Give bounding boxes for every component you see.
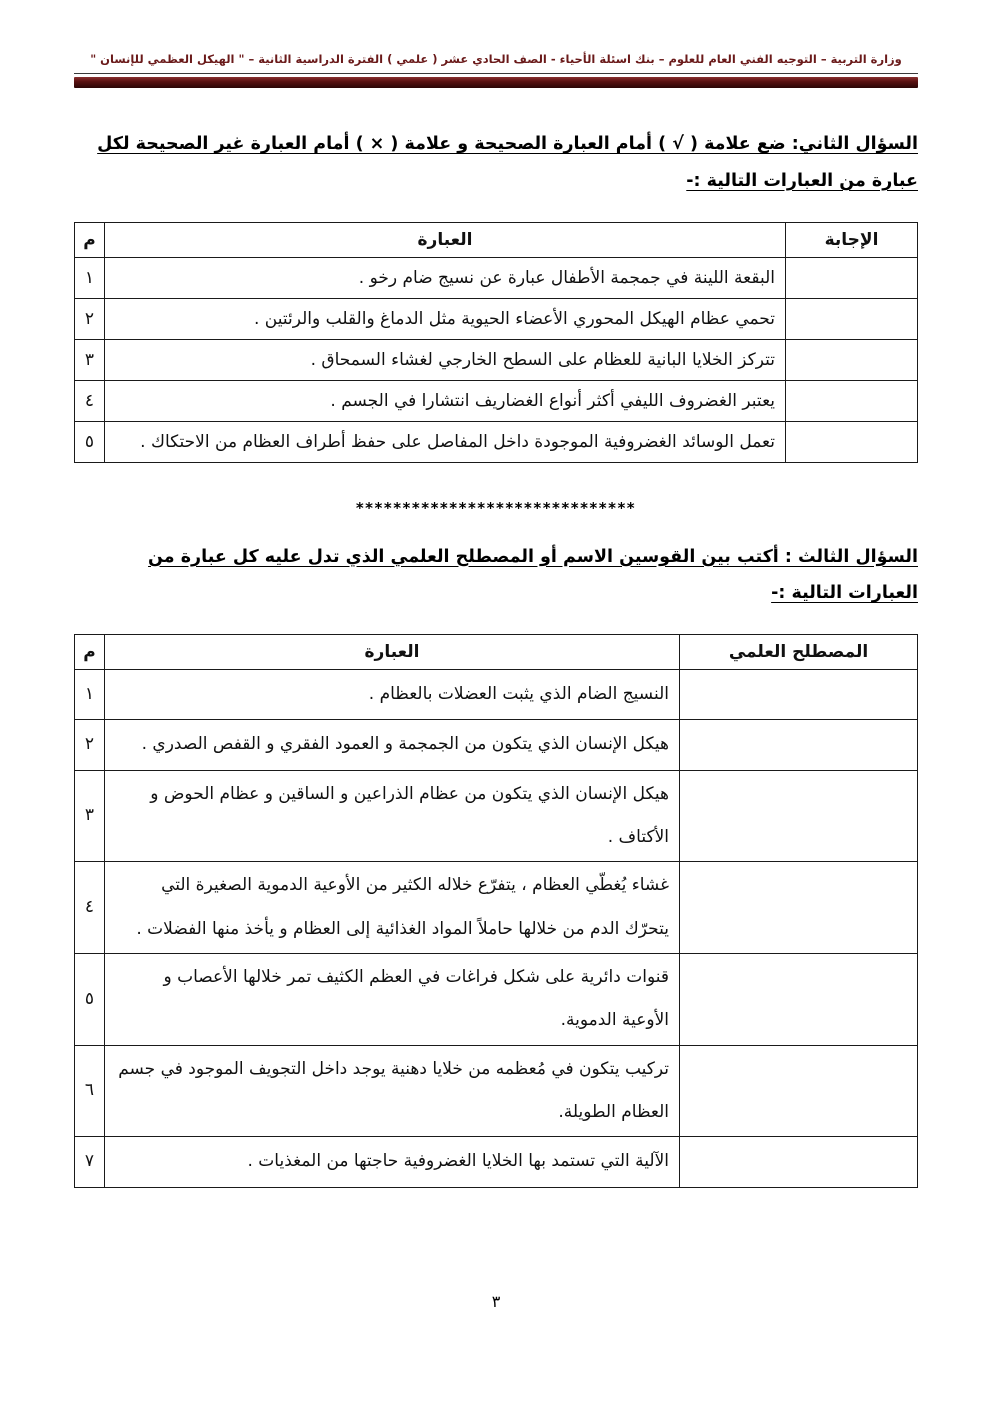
- table-row: [75, 380, 918, 421]
- table-row: [75, 720, 918, 770]
- answer-cell: [786, 257, 918, 298]
- question2-title: السؤال الثاني: ضع علامة ( √ ) أمام العبارة الصحيحة و علامة ( × ) أمام العبارة غير الصحيحة لكل عبارة من العبارات التالية :-: [97, 134, 918, 191]
- table-row: [75, 421, 918, 462]
- statement-cell: هيكل الإنسان الذي يتكون من عظام الذراعين و الساقين و عظام الحوض و الأكتاف .: [105, 770, 680, 862]
- table-row: [75, 257, 918, 298]
- true-false-table: [74, 222, 918, 463]
- document-header: وزارة التربية – التوجيه الفني العام للعلوم – بنك اسئلة الأحياء - الصف الحادي عشر ( علمي ) الفترة الدراسية الثانية – " الهيكل العظمي للإنسان ": [74, 52, 918, 74]
- number-column-header: م: [75, 222, 105, 257]
- statement-cell: تعمل الوسائد الغضروفية الموجودة داخل المفاصل على حفظ أطراف العظام من الاحتكاك .: [105, 421, 786, 462]
- term-cell: [680, 1137, 918, 1187]
- statement-column-header: العبارة: [105, 222, 786, 257]
- row-number: ٥: [75, 421, 105, 462]
- statement-cell: تحمي عظام الهيكل المحوري الأعضاء الحيوية مثل الدماغ والقلب والرئتين .: [105, 298, 786, 339]
- term-cell: [680, 720, 918, 770]
- section-separator-stars: ******************************: [355, 498, 637, 517]
- row-number: ٥: [75, 954, 105, 1046]
- answer-column-header: الإجابة: [786, 222, 918, 257]
- row-number: ٣: [75, 339, 105, 380]
- statement-cell: الآلية التي تستمد بها الخلايا الغضروفية حاجتها من المغذيات .: [105, 1137, 680, 1187]
- row-number: ٦: [75, 1045, 105, 1137]
- term-cell: [680, 862, 918, 954]
- header-divider-bar: [74, 77, 918, 88]
- row-number: ٣: [75, 770, 105, 862]
- terminology-table: [74, 634, 918, 1188]
- row-number: ٢: [75, 298, 105, 339]
- table-row: [75, 1045, 918, 1137]
- answer-cell: [786, 421, 918, 462]
- statement-cell: تتركز الخلايا البانية للعظام على السطح الخارجي لغشاء السمحاق .: [105, 339, 786, 380]
- statement-cell: يعتبر الغضروف الليفي أكثر أنواع الغضاريف انتشارا في الجسم .: [105, 380, 786, 421]
- answer-cell: [786, 380, 918, 421]
- table-row: [75, 339, 918, 380]
- term-cell: [680, 770, 918, 862]
- number-column-header: م: [75, 635, 105, 670]
- statement-column-header: العبارة: [105, 635, 680, 670]
- statement-cell: البقعة اللينة في جمجمة الأطفال عبارة عن نسيج ضام رخو .: [105, 257, 786, 298]
- answer-cell: [786, 298, 918, 339]
- table-row: [75, 670, 918, 720]
- table-row: [75, 298, 918, 339]
- row-number: ٧: [75, 1137, 105, 1187]
- table-header-row: [75, 635, 918, 670]
- row-number: ٢: [75, 720, 105, 770]
- statement-cell: النسيج الضام الذي يثبت العضلات بالعظام .: [105, 670, 680, 720]
- row-number: ٤: [75, 380, 105, 421]
- row-number: ١: [75, 257, 105, 298]
- term-column-header: المصطلح العلمي: [680, 635, 918, 670]
- question3-title: السؤال الثالث : أكتب بين القوسين الاسم أو المصطلح العلمي الذي تدل عليه كل عبارة من العبارات التالية :-: [148, 546, 918, 604]
- statement-cell: قنوات دائرية على شكل فراغات في العظم الكثيف تمر خلالها الأعصاب و الأوعية الدموية.: [105, 954, 680, 1046]
- page-number: ٣: [491, 1292, 501, 1311]
- table-row: [75, 954, 918, 1046]
- table-row: [75, 862, 918, 954]
- row-number: ٤: [75, 862, 105, 954]
- table-row: [75, 770, 918, 862]
- statement-cell: غشاء يُغطّي العظام ، يتفرّع خلاله الكثير من الأوعية الدموية الصغيرة التي يتحرّك الدم من خلالها حاملاً المواد الغذائية إلى العظام و يأخذ منها الفضلات .: [105, 862, 680, 954]
- table-header-row: [75, 222, 918, 257]
- row-number: ١: [75, 670, 105, 720]
- statement-cell: هيكل الإنسان الذي يتكون من الجمجمة و العمود الفقري و القفص الصدري .: [105, 720, 680, 770]
- term-cell: [680, 670, 918, 720]
- answer-cell: [786, 339, 918, 380]
- term-cell: [680, 1045, 918, 1137]
- term-cell: [680, 954, 918, 1046]
- statement-cell: تركيب يتكون في مُعظمه من خلايا دهنية يوجد داخل التجويف الموجود في جسم العظام الطويلة.: [105, 1045, 680, 1137]
- table-row: [75, 1137, 918, 1187]
